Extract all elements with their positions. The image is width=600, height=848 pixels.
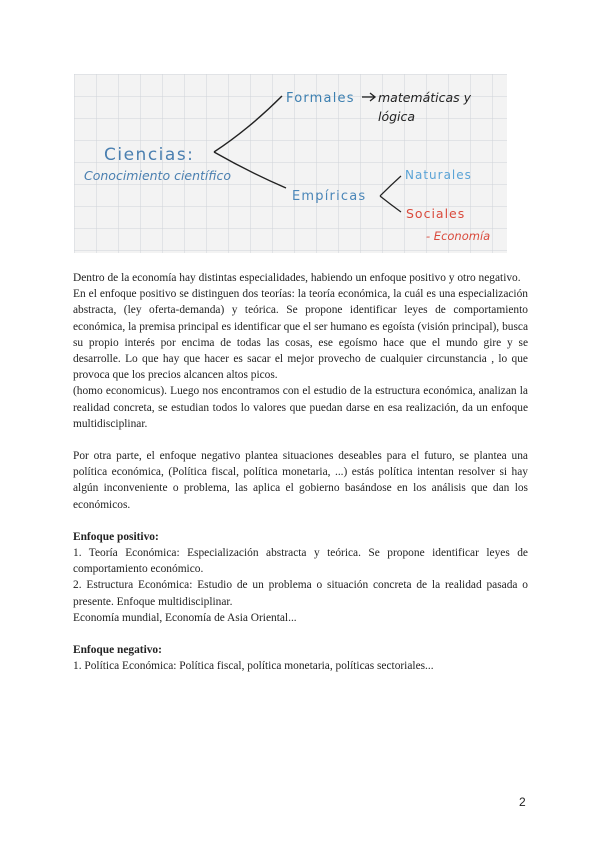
empiricas-label: Empíricas [292, 189, 367, 204]
heading-enfoque-positivo: Enfoque positivo: [73, 530, 159, 543]
sciences-diagram-image [74, 74, 507, 253]
paragraph-negative-approach: Por otra parte, el enfoque negativo plantea situaciones deseables para el futuro, se plantea una política económica, (Política fiscal, política monetaria, ...) estás política intentan resolver si hay algún inconveniente o problema, las aplica el gobierno basándose en los análisis que dan los económicos. [73, 450, 528, 511]
root-title: Ciencias: [104, 145, 195, 165]
paragraph-homo-economicus: (homo economicus). Luego nos encontramos con el estudio de la estructura económica, analizan la realidad concreta, se estudian todos lo valores que puedan darse en esa realización, da un enfoque multidisciplinar. [73, 385, 528, 430]
paragraph-intro: Dentro de la economía hay distintas especialidades, habiendo un enfoque positivo y otro negativo. [73, 272, 521, 284]
sociales-example: - Economía [426, 229, 491, 243]
list-item-teoria-economica: 1. Teoría Económica: Especialización abstracta y teórica. Se propone identificar leyes de comportamiento económico. [73, 547, 528, 576]
formales-result-line1: matemáticas y [378, 90, 472, 105]
heading-enfoque-negativo: Enfoque negativo: [73, 644, 162, 657]
paragraph-positive-approach: En el enfoque positivo se distinguen dos teorías: la teoría económica, la cuál es una especialización abstracta, (ley oferta-demanda) y teórica. Se propone identificar leyes de comportamiento económica, la premisa principal es identificar que el ser humano es egoísta (visión principal), busca su propio interés por encima de todas las cosas, ese egoísmo hace que el mundo gire y se desarrolle. Lo que hay que hacer es sacar el mejor provecho de cualquier circunstancia , lo que provoca que los precios alcancen altos picos. [73, 288, 528, 382]
list-item-politica-economica: 1. Política Económica: Política fiscal, política monetaria, políticas sectoriales... [73, 660, 434, 673]
naturales-label: Naturales [405, 168, 472, 182]
list-item-examples: Economía mundial, Economía de Asia Oriental... [73, 611, 297, 624]
formales-result-line2: lógica [378, 109, 416, 124]
formales-label: Formales [286, 91, 355, 106]
document-body [73, 270, 528, 674]
root-subtitle: Conocimiento científico [84, 168, 232, 183]
sociales-label: Sociales [406, 206, 466, 221]
list-item-estructura-economica: 2. Estructura Económica: Estudio de un problema o situación concreta de la realidad pasada o presente. Enfoque multidisciplinar. [73, 579, 528, 608]
page-number: 2 [519, 795, 526, 809]
